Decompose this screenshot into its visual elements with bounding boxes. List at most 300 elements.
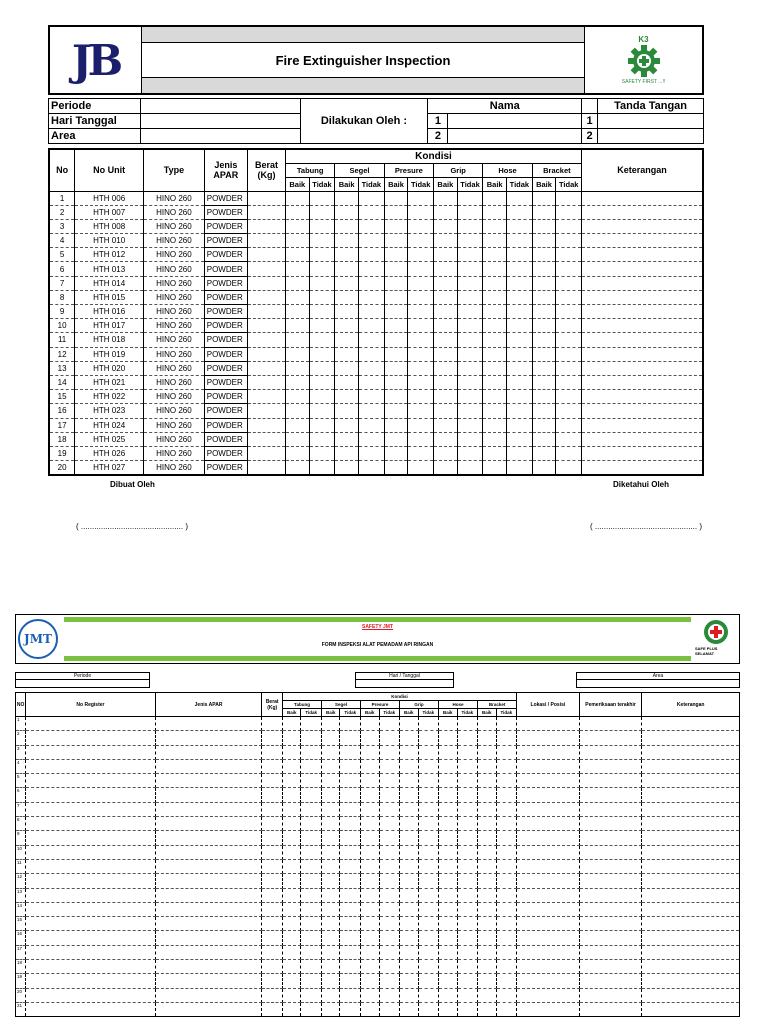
cell-input[interactable] bbox=[517, 731, 580, 745]
cell-input[interactable] bbox=[262, 988, 283, 1002]
cell-input[interactable] bbox=[439, 945, 457, 959]
cell-keterangan[interactable] bbox=[582, 461, 703, 475]
cell-input[interactable] bbox=[358, 390, 384, 404]
cell-input[interactable] bbox=[457, 745, 478, 759]
cell-input[interactable] bbox=[340, 774, 361, 788]
cell-input[interactable] bbox=[483, 219, 507, 233]
cell-input[interactable] bbox=[262, 931, 283, 945]
cell-input[interactable] bbox=[358, 404, 384, 418]
cell-input[interactable] bbox=[155, 988, 262, 1002]
cell-input[interactable] bbox=[418, 988, 439, 1002]
cell-input[interactable] bbox=[309, 375, 335, 389]
cell-input[interactable] bbox=[457, 902, 478, 916]
cell-input[interactable] bbox=[26, 845, 155, 859]
cell-input[interactable] bbox=[301, 788, 322, 802]
cell-input[interactable] bbox=[532, 432, 556, 446]
cell-input[interactable] bbox=[517, 717, 580, 731]
cell-input[interactable] bbox=[434, 347, 458, 361]
cell-input[interactable] bbox=[309, 248, 335, 262]
cell-input[interactable] bbox=[301, 845, 322, 859]
cell-input[interactable] bbox=[379, 774, 400, 788]
cell-input[interactable] bbox=[262, 731, 283, 745]
cell-input[interactable] bbox=[285, 446, 309, 460]
cell-input[interactable] bbox=[408, 361, 434, 375]
cell-input[interactable] bbox=[309, 319, 335, 333]
cell-input[interactable] bbox=[285, 319, 309, 333]
cell-input[interactable] bbox=[496, 974, 517, 988]
cell-input[interactable] bbox=[361, 874, 379, 888]
cell-input[interactable] bbox=[335, 234, 359, 248]
cell-input[interactable] bbox=[439, 917, 457, 931]
cell-input[interactable] bbox=[478, 717, 496, 731]
cell-input[interactable] bbox=[418, 902, 439, 916]
cell-input[interactable] bbox=[532, 248, 556, 262]
cell-input[interactable] bbox=[262, 831, 283, 845]
cell-input[interactable] bbox=[379, 717, 400, 731]
cell-input[interactable] bbox=[340, 745, 361, 759]
cell-input[interactable] bbox=[155, 717, 262, 731]
cell-input[interactable] bbox=[439, 888, 457, 902]
cell-keterangan[interactable] bbox=[582, 305, 703, 319]
cell-input[interactable] bbox=[26, 902, 155, 916]
cell-input[interactable] bbox=[408, 404, 434, 418]
cell-input[interactable] bbox=[335, 290, 359, 304]
cell-keterangan[interactable] bbox=[582, 276, 703, 290]
cell-input[interactable] bbox=[478, 874, 496, 888]
cell-input[interactable] bbox=[358, 319, 384, 333]
cell-input[interactable] bbox=[358, 361, 384, 375]
cell-input[interactable] bbox=[457, 461, 483, 475]
cell-input[interactable] bbox=[642, 917, 740, 931]
cell-input[interactable] bbox=[478, 859, 496, 873]
cell-input[interactable] bbox=[247, 347, 285, 361]
cell-input[interactable] bbox=[400, 774, 418, 788]
cell-input[interactable] bbox=[26, 831, 155, 845]
cell-input[interactable] bbox=[418, 774, 439, 788]
cell-input[interactable] bbox=[379, 888, 400, 902]
cell-input[interactable] bbox=[457, 717, 478, 731]
cell-input[interactable] bbox=[155, 902, 262, 916]
cell-input[interactable] bbox=[517, 931, 580, 945]
cell-input[interactable] bbox=[642, 802, 740, 816]
cell-input[interactable] bbox=[457, 361, 483, 375]
cell-input[interactable] bbox=[247, 262, 285, 276]
cell-input[interactable] bbox=[247, 390, 285, 404]
cell-input[interactable] bbox=[478, 974, 496, 988]
cell-input[interactable] bbox=[579, 902, 642, 916]
cell-input[interactable] bbox=[358, 305, 384, 319]
cell-input[interactable] bbox=[361, 717, 379, 731]
cell-input[interactable] bbox=[556, 248, 582, 262]
cell-input[interactable] bbox=[282, 731, 300, 745]
cell-input[interactable] bbox=[400, 1002, 418, 1016]
cell-input[interactable] bbox=[457, 205, 483, 219]
cell-input[interactable] bbox=[408, 418, 434, 432]
cell-input[interactable] bbox=[379, 788, 400, 802]
cell-input[interactable] bbox=[418, 759, 439, 773]
cell-input[interactable] bbox=[579, 788, 642, 802]
cell-input[interactable] bbox=[400, 717, 418, 731]
cell-input[interactable] bbox=[301, 917, 322, 931]
cell-input[interactable] bbox=[642, 988, 740, 1002]
cell-input[interactable] bbox=[642, 931, 740, 945]
cell-input[interactable] bbox=[642, 774, 740, 788]
cell-input[interactable] bbox=[507, 361, 533, 375]
cell-input[interactable] bbox=[322, 788, 340, 802]
cell-input[interactable] bbox=[579, 888, 642, 902]
cell-input[interactable] bbox=[361, 917, 379, 931]
cell-input[interactable] bbox=[384, 361, 408, 375]
cell-input[interactable] bbox=[301, 1002, 322, 1016]
cell-input[interactable] bbox=[301, 902, 322, 916]
cell-input[interactable] bbox=[579, 802, 642, 816]
cell-input[interactable] bbox=[507, 446, 533, 460]
cell-input[interactable] bbox=[579, 774, 642, 788]
cell-input[interactable] bbox=[379, 731, 400, 745]
cell-input[interactable] bbox=[361, 831, 379, 845]
cell-input[interactable] bbox=[642, 731, 740, 745]
cell-input[interactable] bbox=[322, 845, 340, 859]
cell-input[interactable] bbox=[556, 375, 582, 389]
cell-input[interactable] bbox=[556, 234, 582, 248]
cell-input[interactable] bbox=[361, 788, 379, 802]
cell-input[interactable] bbox=[457, 731, 478, 745]
cell-input[interactable] bbox=[496, 802, 517, 816]
cell-keterangan[interactable] bbox=[582, 262, 703, 276]
cell-input[interactable] bbox=[556, 290, 582, 304]
cell-input[interactable] bbox=[247, 219, 285, 233]
cell-input[interactable] bbox=[532, 361, 556, 375]
cell-input[interactable] bbox=[379, 745, 400, 759]
cell-input[interactable] bbox=[262, 960, 283, 974]
cell-input[interactable] bbox=[262, 888, 283, 902]
cell-input[interactable] bbox=[457, 290, 483, 304]
cell-input[interactable] bbox=[262, 845, 283, 859]
cell-input[interactable] bbox=[335, 375, 359, 389]
cell-keterangan[interactable] bbox=[582, 333, 703, 347]
cell-input[interactable] bbox=[247, 319, 285, 333]
hari-tanggal-field[interactable] bbox=[140, 114, 300, 129]
cell-input[interactable] bbox=[483, 390, 507, 404]
cell-input[interactable] bbox=[340, 845, 361, 859]
cell-input[interactable] bbox=[322, 888, 340, 902]
cell-input[interactable] bbox=[579, 831, 642, 845]
cell-input[interactable] bbox=[282, 845, 300, 859]
cell-input[interactable] bbox=[301, 931, 322, 945]
cell-input[interactable] bbox=[335, 404, 359, 418]
cell-input[interactable] bbox=[496, 745, 517, 759]
cell-input[interactable] bbox=[361, 902, 379, 916]
cell-input[interactable] bbox=[247, 361, 285, 375]
cell-input[interactable] bbox=[335, 205, 359, 219]
cell-input[interactable] bbox=[155, 774, 262, 788]
cell-input[interactable] bbox=[309, 191, 335, 205]
cell-input[interactable] bbox=[457, 874, 478, 888]
cell-input[interactable] bbox=[496, 960, 517, 974]
tanda-tangan-2-field[interactable] bbox=[598, 129, 704, 144]
cell-input[interactable] bbox=[322, 745, 340, 759]
cell-input[interactable] bbox=[457, 219, 483, 233]
cell-input[interactable] bbox=[155, 745, 262, 759]
cell-input[interactable] bbox=[322, 859, 340, 873]
cell-input[interactable] bbox=[361, 859, 379, 873]
cell-input[interactable] bbox=[418, 845, 439, 859]
cell-input[interactable] bbox=[642, 845, 740, 859]
cell-input[interactable] bbox=[247, 333, 285, 347]
cell-input[interactable] bbox=[301, 802, 322, 816]
cell-input[interactable] bbox=[379, 902, 400, 916]
cell-input[interactable] bbox=[282, 917, 300, 931]
cell-input[interactable] bbox=[457, 276, 483, 290]
cell-input[interactable] bbox=[262, 759, 283, 773]
cell-input[interactable] bbox=[457, 333, 483, 347]
cell-input[interactable] bbox=[361, 931, 379, 945]
cell-input[interactable] bbox=[408, 305, 434, 319]
cell-input[interactable] bbox=[457, 917, 478, 931]
cell-input[interactable] bbox=[309, 432, 335, 446]
cell-input[interactable] bbox=[262, 817, 283, 831]
cell-input[interactable] bbox=[282, 759, 300, 773]
cell-input[interactable] bbox=[483, 205, 507, 219]
cell-input[interactable] bbox=[282, 874, 300, 888]
cell-keterangan[interactable] bbox=[582, 404, 703, 418]
cell-input[interactable] bbox=[26, 874, 155, 888]
cell-input[interactable] bbox=[507, 375, 533, 389]
cell-input[interactable] bbox=[247, 418, 285, 432]
cell-input[interactable] bbox=[478, 1002, 496, 1016]
cell-input[interactable] bbox=[483, 446, 507, 460]
cell-input[interactable] bbox=[556, 276, 582, 290]
cell-input[interactable] bbox=[439, 788, 457, 802]
cell-input[interactable] bbox=[361, 888, 379, 902]
cell-input[interactable] bbox=[507, 290, 533, 304]
cell-input[interactable] bbox=[26, 788, 155, 802]
cell-input[interactable] bbox=[483, 290, 507, 304]
cell-input[interactable] bbox=[517, 831, 580, 845]
cell-input[interactable] bbox=[384, 262, 408, 276]
cell-input[interactable] bbox=[309, 461, 335, 475]
cell-input[interactable] bbox=[340, 1002, 361, 1016]
cell-input[interactable] bbox=[285, 461, 309, 475]
cell-input[interactable] bbox=[507, 333, 533, 347]
cell-input[interactable] bbox=[457, 404, 483, 418]
cell-input[interactable] bbox=[418, 859, 439, 873]
cell-input[interactable] bbox=[478, 902, 496, 916]
cell-input[interactable] bbox=[26, 745, 155, 759]
cell-input[interactable] bbox=[358, 461, 384, 475]
cell-input[interactable] bbox=[434, 390, 458, 404]
cell-input[interactable] bbox=[309, 305, 335, 319]
cell-input[interactable] bbox=[507, 347, 533, 361]
cell-input[interactable] bbox=[483, 319, 507, 333]
cell-input[interactable] bbox=[301, 774, 322, 788]
cell-input[interactable] bbox=[361, 960, 379, 974]
cell-input[interactable] bbox=[507, 276, 533, 290]
cell-input[interactable] bbox=[532, 290, 556, 304]
cell-input[interactable] bbox=[340, 945, 361, 959]
cell-input[interactable] bbox=[418, 817, 439, 831]
cell-keterangan[interactable] bbox=[582, 205, 703, 219]
cell-input[interactable] bbox=[642, 745, 740, 759]
cell-input[interactable] bbox=[361, 945, 379, 959]
cell-input[interactable] bbox=[379, 917, 400, 931]
cell-input[interactable] bbox=[282, 802, 300, 816]
cell-input[interactable] bbox=[439, 960, 457, 974]
tanda-tangan-1-field[interactable] bbox=[598, 114, 704, 129]
cell-input[interactable] bbox=[532, 305, 556, 319]
cell-input[interactable] bbox=[507, 248, 533, 262]
cell-keterangan[interactable] bbox=[582, 219, 703, 233]
cell-input[interactable] bbox=[517, 745, 580, 759]
cell-input[interactable] bbox=[384, 432, 408, 446]
cell-input[interactable] bbox=[379, 759, 400, 773]
cell-input[interactable] bbox=[379, 1002, 400, 1016]
cell-input[interactable] bbox=[358, 446, 384, 460]
cell-input[interactable] bbox=[408, 290, 434, 304]
cell-input[interactable] bbox=[434, 461, 458, 475]
cell-input[interactable] bbox=[478, 788, 496, 802]
cell-input[interactable] bbox=[262, 802, 283, 816]
cell-input[interactable] bbox=[556, 205, 582, 219]
cell-input[interactable] bbox=[457, 375, 483, 389]
cell-input[interactable] bbox=[340, 802, 361, 816]
cell-input[interactable] bbox=[285, 418, 309, 432]
cell-input[interactable] bbox=[532, 375, 556, 389]
cell-input[interactable] bbox=[439, 745, 457, 759]
cell-input[interactable] bbox=[439, 731, 457, 745]
cell-input[interactable] bbox=[340, 788, 361, 802]
cell-input[interactable] bbox=[439, 902, 457, 916]
cell-input[interactable] bbox=[579, 960, 642, 974]
cell-input[interactable] bbox=[483, 375, 507, 389]
cell-input[interactable] bbox=[285, 219, 309, 233]
cell-input[interactable] bbox=[322, 759, 340, 773]
cell-input[interactable] bbox=[496, 717, 517, 731]
cell-input[interactable] bbox=[408, 333, 434, 347]
cell-input[interactable] bbox=[361, 774, 379, 788]
cell-input[interactable] bbox=[379, 859, 400, 873]
cell-input[interactable] bbox=[556, 446, 582, 460]
cell-input[interactable] bbox=[285, 205, 309, 219]
cell-input[interactable] bbox=[335, 262, 359, 276]
cell-input[interactable] bbox=[517, 759, 580, 773]
cell-input[interactable] bbox=[384, 319, 408, 333]
cell-input[interactable] bbox=[418, 960, 439, 974]
cell-input[interactable] bbox=[642, 717, 740, 731]
cell-input[interactable] bbox=[579, 974, 642, 988]
cell-input[interactable] bbox=[247, 248, 285, 262]
cell-input[interactable] bbox=[384, 219, 408, 233]
cell-input[interactable] bbox=[384, 461, 408, 475]
cell-input[interactable] bbox=[579, 845, 642, 859]
cell-input[interactable] bbox=[439, 1002, 457, 1016]
cell-input[interactable] bbox=[457, 305, 483, 319]
cell-input[interactable] bbox=[262, 745, 283, 759]
cell-input[interactable] bbox=[532, 418, 556, 432]
cell-input[interactable] bbox=[384, 276, 408, 290]
cell-input[interactable] bbox=[335, 432, 359, 446]
cell-input[interactable] bbox=[358, 219, 384, 233]
cell-input[interactable] bbox=[507, 390, 533, 404]
cell-input[interactable] bbox=[26, 931, 155, 945]
cell-input[interactable] bbox=[517, 774, 580, 788]
cell-input[interactable] bbox=[457, 845, 478, 859]
cell-input[interactable] bbox=[434, 205, 458, 219]
cell-input[interactable] bbox=[285, 276, 309, 290]
cell-input[interactable] bbox=[155, 788, 262, 802]
cell-input[interactable] bbox=[358, 234, 384, 248]
cell-input[interactable] bbox=[285, 390, 309, 404]
cell-input[interactable] bbox=[507, 418, 533, 432]
cell-input[interactable] bbox=[155, 831, 262, 845]
area-field[interactable] bbox=[140, 129, 300, 144]
cell-input[interactable] bbox=[358, 418, 384, 432]
cell-input[interactable] bbox=[478, 845, 496, 859]
cell-input[interactable] bbox=[457, 319, 483, 333]
cell-input[interactable] bbox=[309, 205, 335, 219]
cell-input[interactable] bbox=[457, 347, 483, 361]
cell-input[interactable] bbox=[322, 917, 340, 931]
cell-input[interactable] bbox=[556, 219, 582, 233]
cell-input[interactable] bbox=[262, 717, 283, 731]
cell-input[interactable] bbox=[507, 234, 533, 248]
cell-input[interactable] bbox=[478, 945, 496, 959]
cell-input[interactable] bbox=[478, 888, 496, 902]
cell-input[interactable] bbox=[309, 276, 335, 290]
cell-input[interactable] bbox=[285, 248, 309, 262]
cell-input[interactable] bbox=[335, 191, 359, 205]
cell-input[interactable] bbox=[483, 234, 507, 248]
cell-input[interactable] bbox=[26, 945, 155, 959]
cell-input[interactable] bbox=[384, 375, 408, 389]
cell-input[interactable] bbox=[379, 974, 400, 988]
cell-input[interactable] bbox=[309, 290, 335, 304]
cell-input[interactable] bbox=[26, 802, 155, 816]
cell-input[interactable] bbox=[358, 432, 384, 446]
cell-input[interactable] bbox=[478, 759, 496, 773]
cell-input[interactable] bbox=[579, 817, 642, 831]
cell-input[interactable] bbox=[26, 917, 155, 931]
cell-input[interactable] bbox=[358, 347, 384, 361]
cell-input[interactable] bbox=[457, 888, 478, 902]
cell-input[interactable] bbox=[384, 390, 408, 404]
cell-input[interactable] bbox=[418, 917, 439, 931]
signature-line-left[interactable]: ( .............................................. ) bbox=[76, 521, 189, 531]
cell-input[interactable] bbox=[434, 432, 458, 446]
cell-input[interactable] bbox=[26, 731, 155, 745]
cell-input[interactable] bbox=[400, 874, 418, 888]
cell-input[interactable] bbox=[517, 874, 580, 888]
cell-input[interactable] bbox=[496, 1002, 517, 1016]
cell-input[interactable] bbox=[408, 432, 434, 446]
cell-input[interactable] bbox=[517, 902, 580, 916]
cell-input[interactable] bbox=[434, 219, 458, 233]
cell-input[interactable] bbox=[309, 347, 335, 361]
cell-input[interactable] bbox=[532, 205, 556, 219]
cell-input[interactable] bbox=[457, 248, 483, 262]
cell-input[interactable] bbox=[532, 262, 556, 276]
cell-input[interactable] bbox=[439, 874, 457, 888]
cell-input[interactable] bbox=[483, 276, 507, 290]
cell-input[interactable] bbox=[408, 219, 434, 233]
cell-input[interactable] bbox=[155, 845, 262, 859]
cell-input[interactable] bbox=[457, 859, 478, 873]
cell-input[interactable] bbox=[478, 745, 496, 759]
cell-input[interactable] bbox=[642, 960, 740, 974]
cell-input[interactable] bbox=[285, 361, 309, 375]
cell-input[interactable] bbox=[155, 759, 262, 773]
cell-input[interactable] bbox=[361, 802, 379, 816]
